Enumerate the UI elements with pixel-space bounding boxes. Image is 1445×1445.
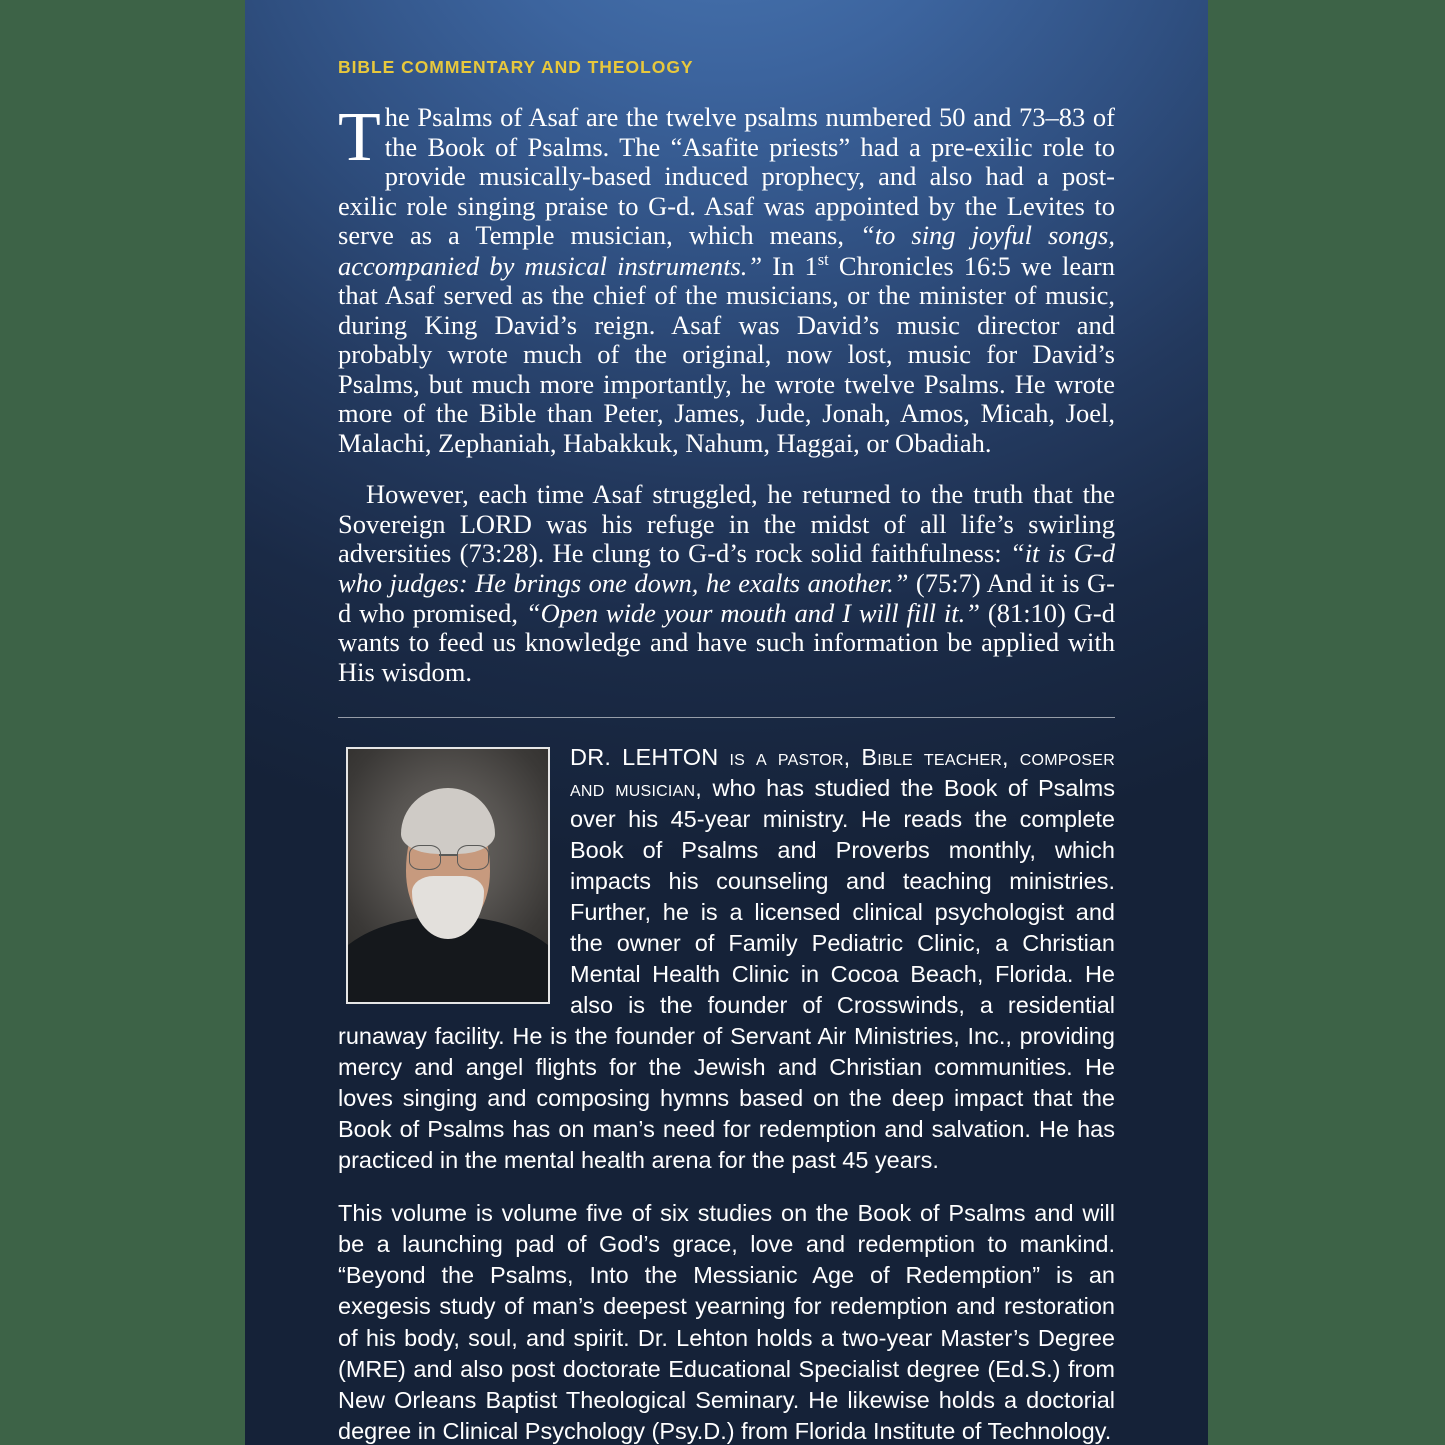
blurb-paragraph-1: [338, 99, 1115, 458]
blurb-p1-text-a: he Psalms of Asaf are the twelve psalms numbered 50 and 73–83 of the Book of Psalms. The “Asafite priests” had a pre-exilic role to provide musically-based induced prophecy, and also had a post-exilic role singing praise to G-d. Asaf was appointed by the Levites to serve as a Temple musician, which means,: [338, 102, 1115, 251]
blurb-p1-text-b: In 1: [762, 250, 818, 281]
author-portrait-photo: [346, 747, 550, 1004]
section-divider: [338, 717, 1115, 718]
blurb-section: [338, 99, 1115, 687]
portrait-eyeglass-left: [409, 845, 441, 870]
blurb-p2-quote-1: “it is G-d who judges: He brings one down, he exalts another.”: [338, 538, 1115, 599]
blurb-p2-text-b: (75:7) And it is G-d who promised,: [338, 568, 1115, 628]
author-bio-lead: DR. LEHTON is a pastor, Bible teacher, composer and musician,: [570, 744, 1115, 802]
portrait-eyeglass-bridge: [439, 854, 457, 856]
blurb-p2-text-a: However, each time Asaf struggled, he returned to the truth that the Sovereign LORD was his refuge in the midst of all life’s swirling adversities (73:28). He clung to G-d’s rock solid faithfulness:: [338, 479, 1115, 569]
book-back-cover: [245, 0, 1208, 1445]
category-kicker: BIBLE COMMENTARY AND THEOLOGY: [338, 57, 694, 77]
blurb-p2-quote-2: “Open wide your mouth and I will fill it.”: [525, 597, 980, 628]
portrait-eyeglass-right: [457, 845, 489, 870]
blurb-p2-text-c: (81:10) G-d wants to feed us knowledge and have such information be applied with His wisdom.: [338, 597, 1115, 687]
blurb-ordinal-suffix: st: [817, 249, 829, 269]
blurb-p1-text-c: Chronicles 16:5 we learn that Asaf served as the chief of the musicians, or the minister of music, during King David’s reign. Asaf was David’s music director and probably wrote much of the original, now lost, music for David’s Psalms, but much more importantly, he wrote twelve Psalms. He wrote more of the Bible than Peter, James, Jude, Jonah, Amos, Micah, Joel, Malachi, Zephaniah, Habakkuk, Nahum, Haggai, or Obadiah.: [338, 250, 1115, 458]
author-bio-section: [338, 742, 1115, 1445]
blurb-p1-italic-quote: “to sing joyful songs, accompanied by musical instruments.”: [338, 220, 1115, 281]
blurb-paragraph-2: [338, 480, 1115, 687]
author-bio-rest: who has studied the Book of Psalms over his 45-year ministry. He reads the complete Book of Psalms and Proverbs monthly, which impacts his counseling and teaching ministries. Further, he is a licensed clinical psychologist and the owner of Family Pediatric Clinic, a Christian Mental Health Clinic in Cocoa Beach, Florida. He also is the founder of Crosswinds, a residential runaway facility. He is the founder of Servant Air Ministries, Inc., providing mercy and angel flights for the Jewish and Christian communities. He loves singing and composing hymns based on the deep impact that the Book of Psalms has on man’s need for redemption and salvation. He has practiced in the mental health arena for the past 45 years.: [338, 775, 1115, 1174]
closing-paragraph: This volume is volume five of six studies on the Book of Psalms and will be a launching pad of God’s grace, love and redemption to mankind. “Beyond the Psalms, Into the Messianic Age of Redemption” is an exegesis study of man’s deepest yearning for redemption and restoration of his body, soul, and spirit. Dr. Lehton holds a two-year Master’s Degree (MRE) and also post doctorate Educational Specialist degree (Ed.S.) from New Orleans Baptist Theological Seminary. He likewise holds a doctorial degree in Clinical Psychology (Psy.D.) from Florida Institute of Technology.: [338, 1200, 1115, 1444]
drop-cap: T: [338, 99, 381, 176]
